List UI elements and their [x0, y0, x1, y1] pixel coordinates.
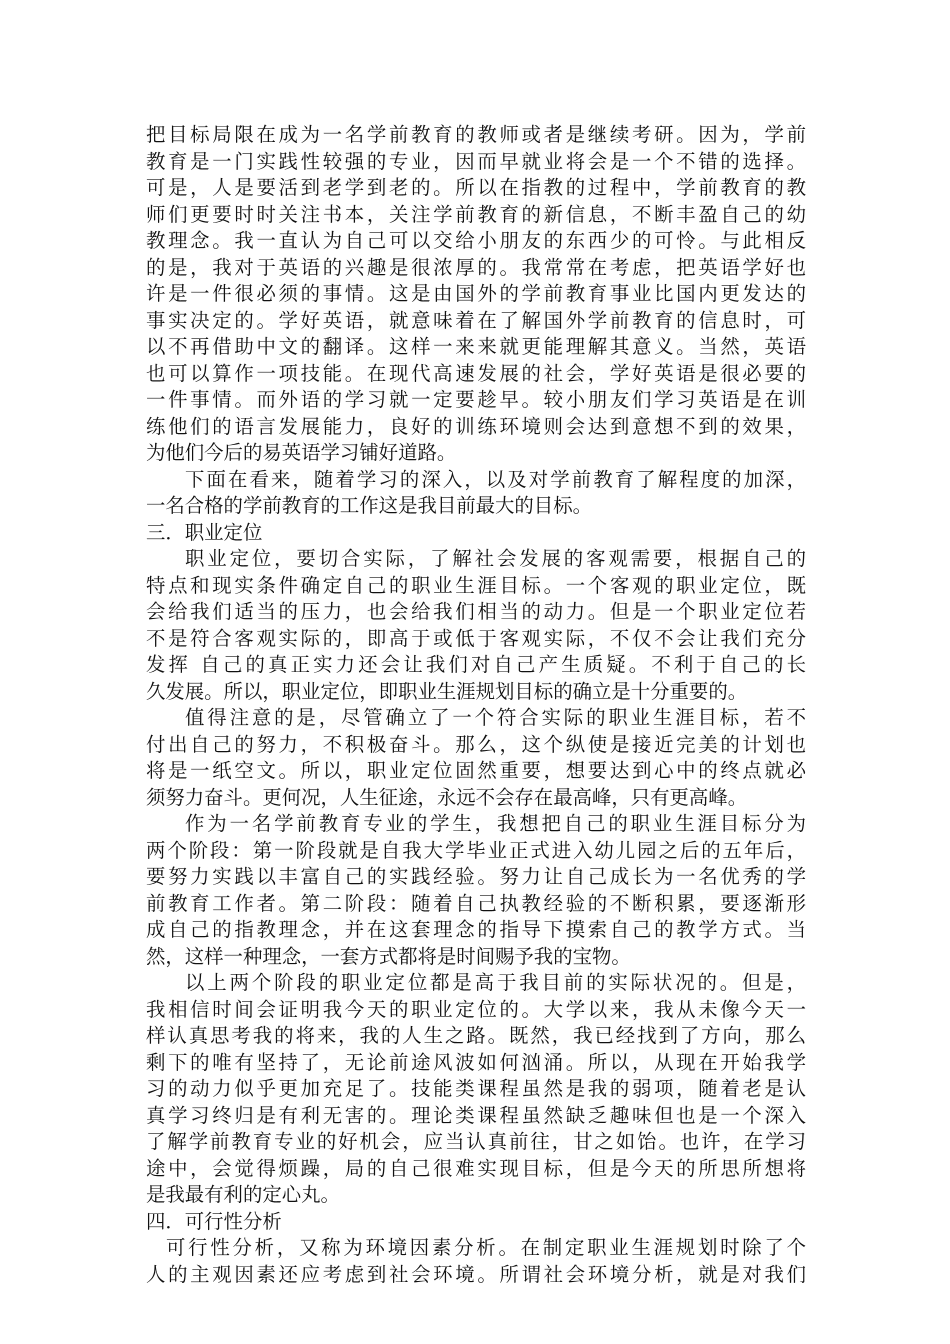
text-line: 久发展。所以，职业定位，即职业生涯规划目标的确立是十分重要的。: [146, 679, 748, 703]
text-line: 可是，人是要活到老学到老的。所以在指教的过程中，学前教育的教: [146, 176, 806, 199]
text-line: 样认真思考我的将来，我的人生之路。既然，我已经找到了方向，那么: [146, 1024, 806, 1047]
text-line: 职业定位，要切合实际，了解社会发展的客观需要，根据自己的: [185, 547, 806, 570]
text-line: 我相信时间会证明我今天的职业定位的。大学以来，我从未像今天一: [146, 997, 806, 1021]
text-line: 须努力奋斗。更何况，人生征途，永远不会存在最高峰，只有更高峰。: [146, 785, 748, 809]
text-line: 不是符合客观实际的，即高于或低于客观实际，不仅不会让我们充分: [146, 626, 806, 650]
text-line: 前教育工作者。第二阶段：随着自己执教经验的不断积累，要逐渐形: [146, 891, 806, 915]
text-line: 以不再借助中文的翻译。这样一来来就更能理解其意义。当然，英语: [146, 335, 806, 358]
text-line: 了解学前教育专业的好机会，应当认真前往，甘之如饴。也许，在学习: [146, 1130, 806, 1153]
text-line: 特点和现实条件确定自己的职业生涯目标。一个客观的职业定位，既: [146, 573, 806, 597]
text-line: 是我最有利的定心丸。: [146, 1183, 340, 1206]
text-line: 也可以算作一项技能。在现代高速发展的社会，学好英语是很必要的: [146, 361, 806, 385]
text-line: 两个阶段：第一阶段就是自我大学毕业正式进入幼儿园之后的五年后，: [146, 838, 806, 862]
text-line: 成自己的指教理念，并在这套理念的指导下摸索自己的教学方式。当: [146, 918, 806, 941]
document-body: [146, 122, 806, 1288]
text-line: 为他们今后的易英语学习铺好道路。: [146, 441, 457, 464]
text-line: 剩下的唯有坚持了，无论前途风波如何汹涌。所以，从现在开始我学: [146, 1050, 806, 1074]
text-line: 真学习终归是有利无害的。理论类课程虽然缺乏趣味但也是一个深入: [146, 1103, 806, 1127]
text-line: 值得注意的是，尽管确立了一个符合实际的职业生涯目标，若不: [185, 706, 806, 729]
text-line: 教理念。我一直认为自己可以交给小朋友的东西少的可怜。与此相反: [146, 229, 806, 252]
text-line: 会给我们适当的压力，也会给我们相当的动力。但是一个职业定位若: [146, 600, 806, 623]
text-line: 师们更要时时关注书本，关注学前教育的新信息，不断丰盈自己的幼: [146, 202, 806, 226]
text-line: 将是一纸空文。所以，职业定位固然重要，想要达到心中的终点就必: [146, 759, 806, 782]
text-line: 以上两个阶段的职业定位都是高于我目前的实际状况的。但是，: [185, 971, 806, 994]
text-line: 三．职业定位: [146, 520, 263, 544]
text-line: 发挥 自己的真正实力还会让我们对自己产生质疑。不利于自己的长: [146, 653, 806, 676]
text-line: 练他们的语言发展能力，良好的训练环境则会达到意想不到的效果，: [146, 414, 806, 438]
text-line: 四．可行性分析: [146, 1209, 282, 1233]
text-line: 的是，我对于英语的兴趣是很浓厚的。我常常在考虑，把英语学好也: [146, 255, 806, 279]
text-line: 作为一名学前教育专业的学生，我想把自己的职业生涯目标分为: [185, 812, 806, 835]
text-line: 付出自己的努力，不积极奋斗。那么，这个纵使是接近完美的计划也: [146, 732, 806, 756]
text-line: 把目标局限在成为一名学前教育的教师或者是继续考研。因为，学前: [146, 123, 806, 146]
text-line: 要努力实践以丰富自己的实践经验。努力让自己成长为一名优秀的学: [146, 865, 806, 888]
text-line: 下面在看来，随着学习的深入，以及对学前教育了解程度的加深，: [185, 467, 806, 491]
text-line: 一名合格的学前教育的工作这是我目前最大的目标。: [146, 494, 592, 517]
text-line: 途中，会觉得烦躁，局的自己很难实现目标，但是今天的所思所想将: [146, 1156, 806, 1180]
text-line: 许是一件很必须的事情。这是由国外的学前教育事业比国内更发达的: [146, 282, 806, 305]
text-line: 一件事情。而外语的学习就一定要趁早。较小朋友们学习英语是在训: [146, 388, 806, 411]
text-line: 可行性分析，又称为环境因素分析。在制定职业生涯规划时除了个: [166, 1236, 806, 1259]
text-line: 教育是一门实践性较强的专业，因而早就业将会是一个不错的选择。: [146, 149, 806, 173]
text-line: 人的主观因素还应考虑到社会环境。所谓社会环境分析，就是对我们: [146, 1262, 806, 1286]
text-line: 事实决定的。学好英语，就意味着在了解国外学前教育的信息时，可: [146, 308, 806, 332]
text-line: 然，这样一种理念，一套方式都将是时间赐予我的宝物。: [146, 944, 631, 968]
text-line: 习的动力似乎更加充足了。技能类课程虽然是我的弱项，随着老是认: [146, 1077, 806, 1100]
